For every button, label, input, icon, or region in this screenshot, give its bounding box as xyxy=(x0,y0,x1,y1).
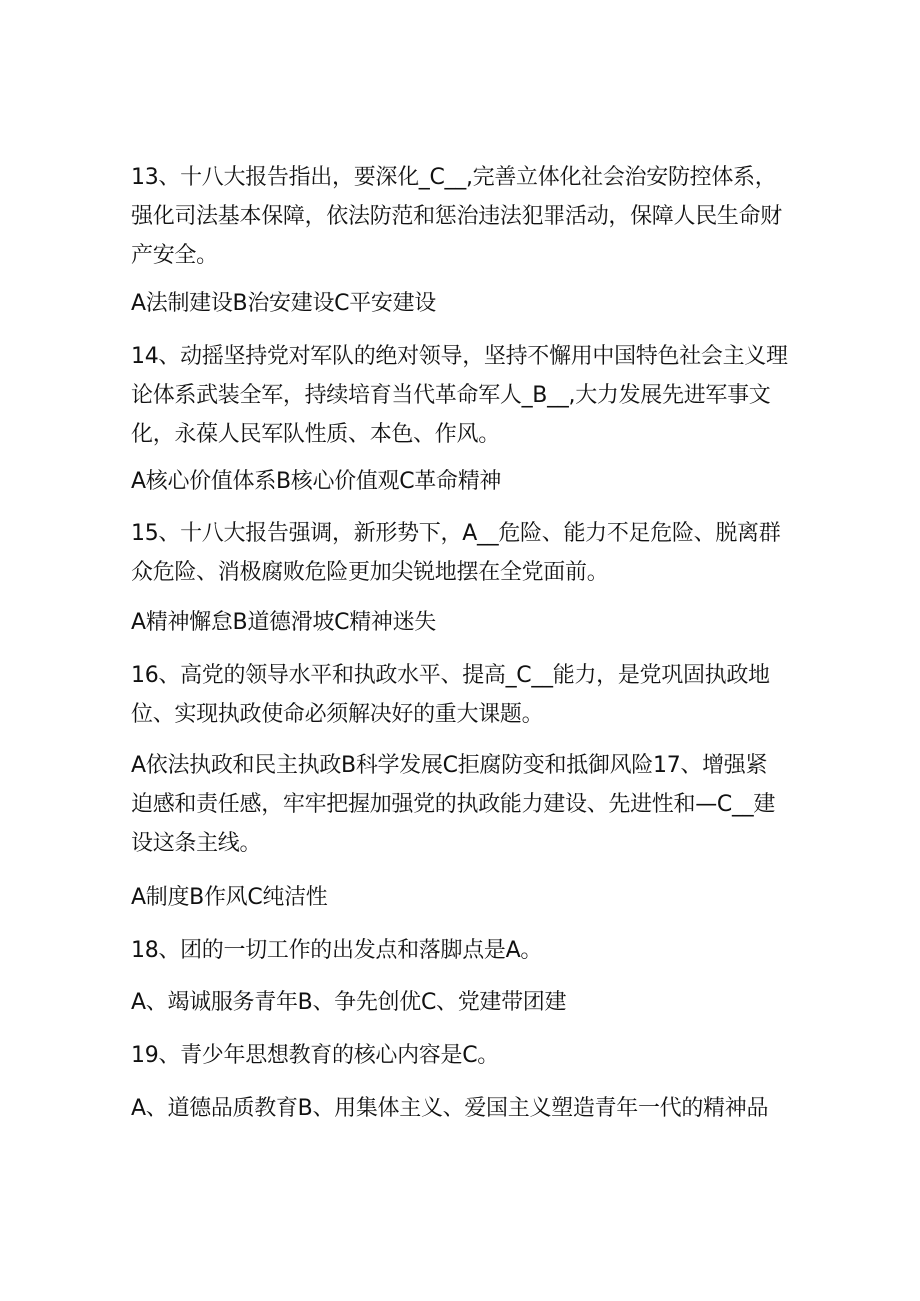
text-line: A、道德品质教育B、用集体主义、爱国主义塑造青年一代的精神品 xyxy=(131,1096,769,1121)
text-line: A、竭诚服务青年B、争先创优C、党建带团建 xyxy=(131,990,567,1015)
text-line: 众危险、消极腐败危险更加尖锐地摆在全党面前。 xyxy=(131,560,609,585)
text-line: A核心价值体系B核心价值观C革命精神 xyxy=(131,469,502,494)
question-15 xyxy=(131,514,791,592)
question-19-options xyxy=(131,1089,791,1128)
question-19 xyxy=(131,1036,791,1075)
question-18-options xyxy=(131,983,791,1022)
text-line: 强化司法基本保障，依法防范和惩治违法犯罪活动，保障人民生命财 xyxy=(131,204,783,229)
text-line: A制度B作风C纯洁性 xyxy=(131,885,328,910)
text-line: 论体系武装全军，持续培育当代革命军人_B__,大力发展先进军事文 xyxy=(131,383,771,408)
text-line: 15、十八大报告强调，新形势下，A__危险、能力不足危险、脱离群 xyxy=(131,521,781,546)
text-line: 14、动摇坚持党对军队的绝对领导，坚持不懈用中国特色社会主义理 xyxy=(131,344,788,369)
text-line: A精神懈怠B道德滑坡C精神迷失 xyxy=(131,610,437,635)
question-13-options xyxy=(131,284,791,323)
question-18 xyxy=(131,931,791,970)
text-line: 19、青少年思想教育的核心内容是C。 xyxy=(131,1043,499,1068)
text-line: 位、实现执政使命必须解决好的重大课题。 xyxy=(131,702,544,727)
question-15-options xyxy=(131,603,791,642)
question-16 xyxy=(131,656,791,734)
text-line: A依法执政和民主执政B科学发展C拒腐防变和抵御风险17、增强紧 xyxy=(131,753,768,778)
text-line: A法制建设B治安建设C平安建设 xyxy=(131,291,437,316)
question-13 xyxy=(131,158,791,275)
question-17-options xyxy=(131,878,791,917)
question-14-options xyxy=(131,462,791,501)
text-line: 化，永葆人民军队性质、本色、作风。 xyxy=(131,422,500,447)
text-line: 13、十八大报告指出，要深化_C__,完善立体化社会治安防控体系， xyxy=(131,165,777,190)
text-line: 迫感和责任感，牢牢把握加强党的执政能力建设、先进性和—C__建 xyxy=(131,792,776,817)
question-14 xyxy=(131,337,791,454)
text-line: 设这条主线。 xyxy=(131,831,262,856)
text-line: 16、高党的领导水平和执政水平、提高_C__能力，是党巩固执政地 xyxy=(131,663,770,688)
text-line: 产安全。 xyxy=(131,243,218,268)
question-16-options-and-17 xyxy=(131,746,791,863)
text-line: 18、团的一切工作的出发点和落脚点是A。 xyxy=(131,938,543,963)
